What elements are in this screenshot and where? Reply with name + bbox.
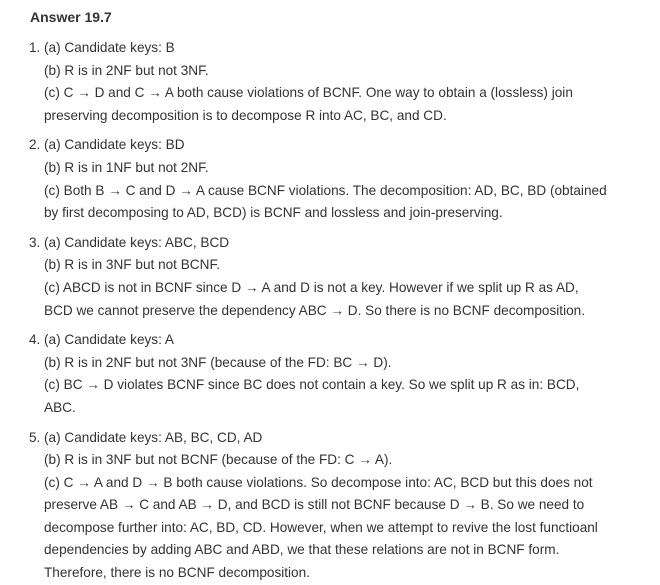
answer-line: (b) R is in 3NF but not BCNF (because of the FD: C → A). [44,452,393,468]
answer-line: (c) C → A and D → B both cause violations. So decompose into: AC, BCD but this does not [44,474,593,490]
answer-number: 5. [29,429,41,445]
answer-line: preserve AB → C and AB → D, and BCD is still not BCNF because D → B. So we need to [44,497,585,513]
answer-line: (b) R is in 1NF but not 2NF. [44,159,209,175]
answer-line: (b) R is in 2NF but not 3NF (because of the FD: BC → D). [44,354,392,370]
answer-number: 3. [29,234,41,250]
answer-line: (c) BC → D violates BCNF since BC does not contain a key. So we split up R as in: BCD, [44,377,580,393]
answer-line: (a) Candidate keys: A [44,332,174,348]
answer-line: (c) Both B → C and D → A cause BCNF violations. The decomposition: AD, BC, BD (obtained [44,182,607,198]
answer-number: 2. [29,137,41,153]
answer-line: (b) R is in 3NF but not BCNF. [44,257,221,273]
answer-item-3 [30,232,660,322]
answer-line: ABC. [44,399,76,415]
answer-line: (b) R is in 2NF but not 3NF. [44,62,209,78]
answer-line: (a) Candidate keys: B [44,40,175,55]
answer-line: dependencies by adding ABC and ABD, we that these relations are not in BCNF form. [44,542,560,558]
answer-line: Therefore, there is no BCNF decomposition. [44,565,310,581]
answer-list [30,37,660,585]
answer-line: (a) Candidate keys: ABC, BCD [44,234,230,250]
answer-number: 1. [29,40,41,55]
answer-line: BCD we cannot preserve the dependency ABC → D. So there is no BCNF decomposition. [44,302,586,318]
answer-line: (c) C → D and C → A both cause violations of BCNF. One way to obtain a (lossless) join [44,85,573,101]
answer-number: 4. [29,332,41,348]
answer-line: (c) ABCD is not in BCNF since D → A and D is not a key. However if we split up R as AD, [44,279,579,295]
answer-line: by first decomposing to AD, BCD) is BCNF and lossless and join-preserving. [44,205,503,221]
page-title: Answer 19.7 [30,9,112,25]
answer-item-4 [30,329,660,419]
answer-line: (a) Candidate keys: AB, BC, CD, AD [44,429,263,445]
answer-item-2 [30,134,660,224]
answer-line: preserving decomposition is to decompose R into AC, BC, and CD. [44,107,447,123]
answer-line: (a) Candidate keys: BD [44,137,185,153]
answer-line: decompose further into: AC, BD, CD. However, when we attempt to revive the lost functioanl [44,519,598,535]
answer-item-5 [30,427,660,585]
answer-item-1 [30,37,660,127]
